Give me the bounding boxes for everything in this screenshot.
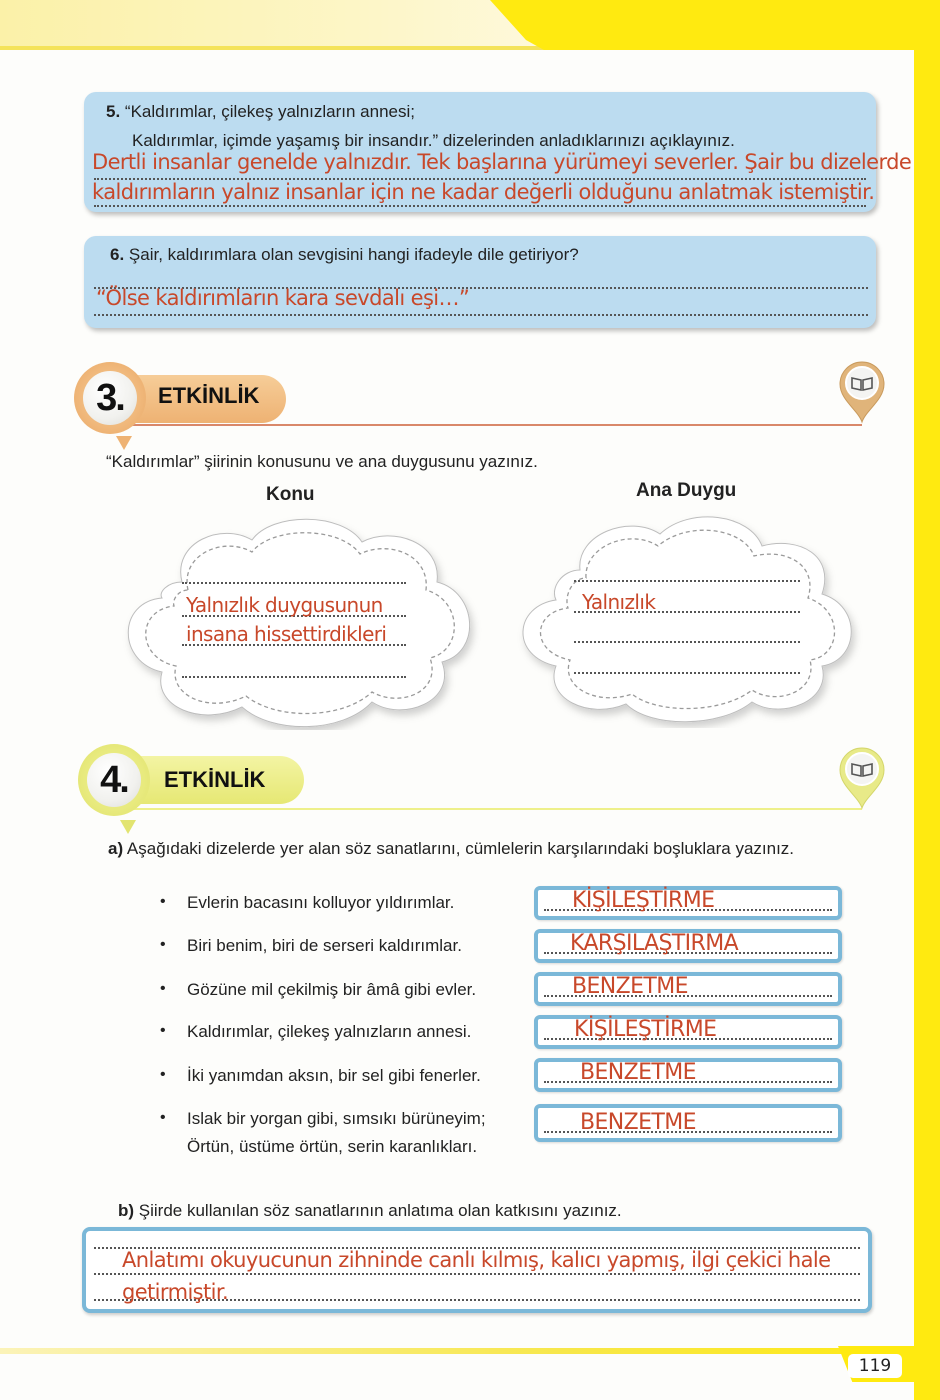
etkinlik-3-banner-tail	[116, 436, 132, 450]
yellow-side-strip	[914, 0, 940, 1400]
part-b-answer-line-1[interactable]: Anlatımı okuyucunun zihninde canlı kılmış, kalıcı yapmış, ilgi çekici hale	[122, 1248, 831, 1272]
bullet-icon: •	[160, 980, 166, 997]
bottom-band	[0, 1348, 940, 1354]
konu-heading: Konu	[266, 484, 315, 505]
question-6-number: 6.	[110, 245, 125, 264]
answer-box[interactable]	[534, 1104, 842, 1142]
question-5-line-1	[106, 102, 415, 122]
list-item-line-2: Örtün, üstüme örtün, serin karanlıkları.	[187, 1137, 478, 1156]
part-a-text: Aşağıdaki dizelerde yer alan söz sanatlarını, cümlelerin karşılarındaki boşluklara yazınız.	[126, 839, 795, 858]
etkinlik-3-label: ETKİNLİK	[158, 383, 260, 408]
answer-line	[182, 676, 406, 678]
answer-box[interactable]	[534, 1015, 842, 1049]
ana-duygu-cloud	[500, 510, 870, 728]
konu-answer-line-1[interactable]: Yalnızlık duygusunun	[186, 593, 383, 617]
bullet-icon: •	[160, 1022, 166, 1039]
bullet-icon: •	[160, 893, 166, 910]
ana-duygu-heading: Ana Duygu	[636, 480, 737, 501]
etkinlik-3-badge	[74, 362, 146, 434]
etkinlik-3-number: 3.	[83, 371, 137, 425]
etkinlik-4-banner-tail	[120, 820, 136, 834]
answer-box[interactable]	[534, 1058, 842, 1092]
list-item-line: Kaldırımlar, çilekeş yalnızların annesi.	[187, 1022, 472, 1041]
question-5-number: 5.	[106, 102, 121, 121]
answer-line	[94, 314, 868, 316]
list-item-line: İki yanımdan aksın, bir sel gibi fenerler.	[187, 1066, 481, 1085]
list-item-line: Biri benim, biri de serseri kaldırımlar.	[187, 936, 462, 955]
answer-line	[574, 580, 800, 582]
part-b-answer-line-2[interactable]: getirmiştir.	[122, 1280, 229, 1304]
etkinlik-3-rule	[130, 424, 862, 426]
answer-text: BENZETME	[572, 974, 688, 999]
answer-text: KİŞİLEŞTİRME	[572, 888, 715, 913]
question-6-text: Şair, kaldırımlara olan sevgisini hangi ifadeyle dile getiriyor?	[128, 245, 579, 264]
answer-line	[94, 1273, 860, 1275]
konu-cloud	[112, 512, 482, 730]
page-number: 119	[848, 1354, 902, 1378]
answer-text: KARŞILAŞTIRMA	[570, 931, 739, 956]
question-6-line	[110, 245, 579, 265]
list-item-line: Islak bir yorgan gibi, sımsıkı bürüneyim;	[187, 1109, 486, 1128]
etkinlik-3-instruction: “Kaldırımlar” şiirinin konusunu ve ana duygusunu yazınız.	[106, 452, 538, 471]
answer-line	[182, 582, 406, 584]
bullet-icon: •	[160, 1066, 166, 1083]
answer-box[interactable]	[534, 886, 842, 920]
answer-text: BENZETME	[580, 1110, 696, 1135]
book-icon	[836, 744, 888, 810]
yellow-corner-decoration	[490, 0, 940, 50]
part-b-prefix: b)	[118, 1201, 135, 1220]
etkinlik-4-number: 4.	[87, 753, 141, 807]
header-divider	[0, 46, 560, 50]
list-item-line: Evlerin bacasını kolluyor yıldırımlar.	[187, 893, 455, 912]
etkinlik-4-label: ETKİNLİK	[164, 767, 266, 792]
answer-box[interactable]	[534, 929, 842, 963]
konu-answer-line-2[interactable]: insana hissettirdikleri	[186, 622, 387, 646]
part-b-instruction	[118, 1201, 622, 1221]
etkinlik-4-badge	[78, 744, 150, 816]
list-item-line: Gözüne mil çekilmiş bir âmâ gibi evler.	[187, 980, 477, 999]
part-a-instruction	[108, 839, 794, 859]
answer-line	[574, 672, 800, 674]
book-icon	[836, 358, 888, 424]
question-5-answer-line-2[interactable]: kaldırımların yalnız insanlar için ne kadar değerli olduğunu anlatmak istemiştir.	[92, 180, 875, 204]
answer-line	[574, 641, 800, 643]
part-b-text: Şiirde kullanılan söz sanatlarının anlatıma olan katkısını yazınız.	[138, 1201, 622, 1220]
answer-line	[94, 205, 866, 207]
bullet-icon: •	[160, 936, 166, 953]
question-5-answer-line-1[interactable]: Dertli insanlar genelde yalnızdır. Tek başlarına yürümeyi severler. Şair bu dizelerde	[92, 150, 912, 174]
etkinlik-4-rule	[130, 808, 862, 810]
answer-box[interactable]	[534, 972, 842, 1006]
bullet-icon: •	[160, 1109, 166, 1126]
ana-duygu-answer[interactable]: Yalnızlık	[582, 590, 656, 614]
answer-text: KİŞİLEŞTİRME	[574, 1017, 717, 1042]
question-5-line-2: Kaldırımlar, içimde yaşamış bir insandır.” dizelerinden anladıklarınızı açıklayınız.	[132, 131, 735, 150]
answer-text: BENZETME	[580, 1060, 696, 1085]
part-a-prefix: a)	[108, 839, 124, 858]
question-5-text-1: “Kaldırımlar, çilekeş yalnızların annesi;	[124, 102, 415, 121]
question-6-answer[interactable]: “Ölse kaldırımların kara sevdalı eşi…”	[96, 286, 470, 310]
